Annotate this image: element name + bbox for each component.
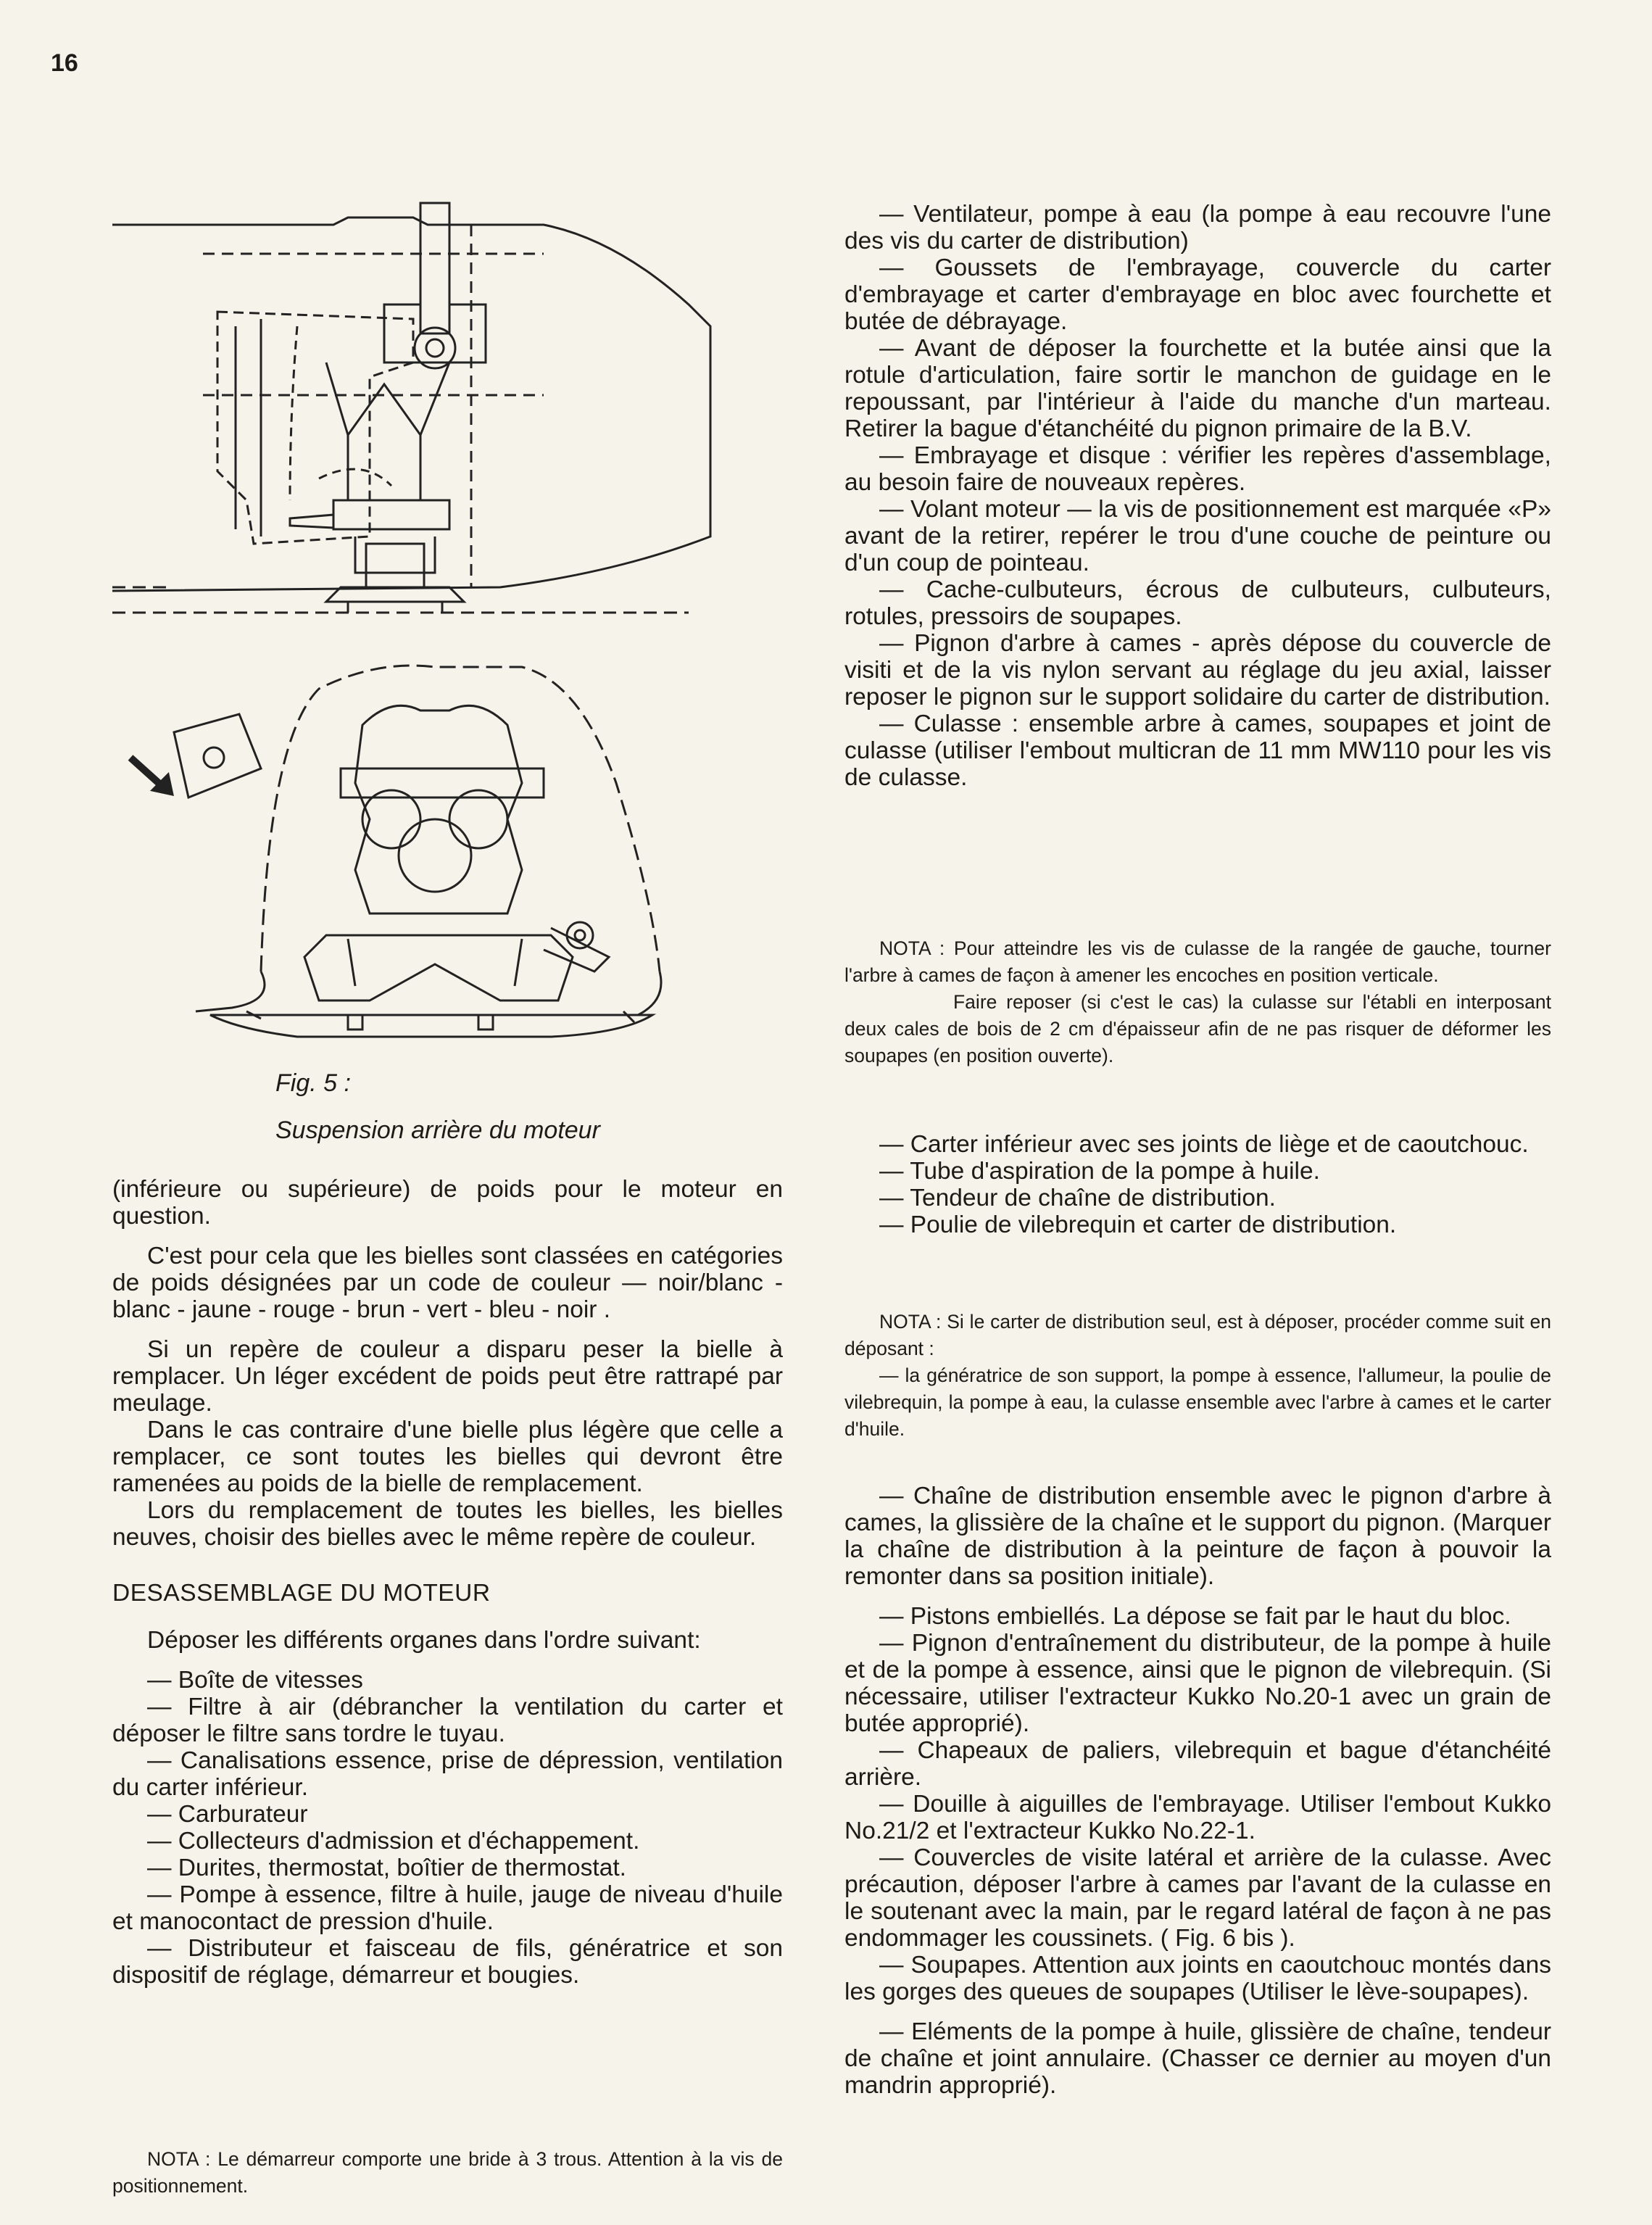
nota-carter-distribution bbox=[844, 1309, 1551, 1443]
list-item: — Douille à aiguilles de l'embrayage. Utiliser l'embout Kukko No.21/2 et l'extracteur Kukko No.22-1. bbox=[844, 1791, 1551, 1844]
paragraph: C'est pour cela que les bielles sont classées en catégories de poids désignées par un code de couleur — noir/blanc - blanc - jaune - rouge - brun - vert - bleu - noir . bbox=[112, 1243, 783, 1323]
left-column-text bbox=[112, 1176, 783, 1989]
list-item: — Couvercles de visite latéral et arrière de la culasse. Avec précaution, déposer l'arbre à cames par l'avant de la culasse en le soutenant avec la main, par le regard latéral de façon à ne pas endommager les coussinets. ( Fig. 6 bis ). bbox=[844, 1844, 1551, 1952]
nota-text: NOTA : Le démarreur comporte une bride à 3 trous. Attention à la vis de positionnement. bbox=[112, 2148, 783, 2197]
figure-caption-number: Fig. 5 : bbox=[275, 1069, 351, 1097]
list-item: — Pignon d'entraînement du distributeur, de la pompe à huile et de la pompe à essence, ainsi que le pignon de vilebrequin. (Si nécessaire, utiliser l'extracteur Kukko No.20-1 avec un grain de butée approprié). bbox=[844, 1630, 1551, 1737]
list-item: — Collecteurs d'admission et d'échappement. bbox=[147, 1828, 640, 1855]
list-item: — Filtre à air (débrancher la ventilation du carter et déposer le filtre sans tordre le tuyau. bbox=[112, 1694, 783, 1747]
paragraph: (inférieure ou supérieure) de poids pour le moteur en question. bbox=[112, 1176, 783, 1230]
list-item: — Avant de déposer la fourchette et la butée ainsi que la rotule d'articulation, faire sortir le manchon de guidage en le repoussant, par l'intérieur à l'aide du manche d'un marteau. Retirer la bague d'étanchéité du pignon primaire de la B.V. bbox=[844, 335, 1551, 442]
list-item: — Tendeur de chaîne de distribution. bbox=[879, 1185, 1276, 1211]
right-column-upper bbox=[844, 201, 1551, 791]
nota-culasse bbox=[844, 935, 1551, 1069]
list-item: — Canalisations essence, prise de dépression, ventilation du carter inférieur. bbox=[112, 1747, 783, 1801]
list-item: — Ventilateur, pompe à eau (la pompe à eau recouvre l'une des vis du carter de distribution) bbox=[844, 201, 1551, 254]
right-column-lower bbox=[844, 1483, 1551, 2099]
right-column-middle bbox=[844, 1131, 1551, 1238]
nota-text: — la génératrice de son support, la pompe à essence, l'allumeur, la poulie de vilebrequin, la pompe à eau, la culasse ensemble avec l'arbre à cames et le carter d'huile. bbox=[844, 1364, 1551, 1440]
list-item: — Tube d'aspiration de la pompe à huile. bbox=[879, 1158, 1320, 1185]
list-item: — Embrayage et disque : vérifier les repères d'assemblage, au besoin faire de nouveaux repères. bbox=[844, 442, 1551, 496]
nota-text: NOTA : Si le carter de distribution seul, est à déposer, procéder comme suit en déposant : bbox=[844, 1311, 1551, 1359]
list-item: — Goussets de l'embrayage, couvercle du carter d'embrayage et carter d'embrayage en bloc avec fourchette et butée de débrayage. bbox=[844, 254, 1551, 335]
nota-demarreur bbox=[112, 2146, 783, 2200]
list-item: — Chaîne de distribution ensemble avec le pignon d'arbre à cames, la glissière de la chaîne et le support du pignon. (Marquer la chaîne de distribution à la peinture de façon à pouvoir la remonter dans sa position initiale). bbox=[844, 1483, 1551, 1590]
list-item: — Pignon d'arbre à cames - après dépose du couvercle de visiti et de la vis nylon servant au réglage du jeu axial, laisser reposer le pignon sur le support solidaire du carter de distribution. bbox=[844, 630, 1551, 710]
paragraph: Si un repère de couleur a disparu peser la bielle à remplacer. Un léger excédent de poids peut être rattrapé par meulage. bbox=[112, 1336, 783, 1417]
nota-text: Faire reposer (si c'est le cas) la culasse sur l'établi en interposant deux cales de bois de 2 cm d'épaisseur afin de ne pas risquer de déformer les soupapes (en position ouverte). bbox=[844, 991, 1551, 1066]
paragraph: Dans le cas contraire d'une bielle plus légère que celle a remplacer, ce sont toutes les bielles qui devront être ramenées au poids de la bielle de remplacement. bbox=[112, 1417, 783, 1497]
list-item: — Chapeaux de paliers, vilebrequin et bague d'étanchéité arrière. bbox=[844, 1737, 1551, 1791]
page-number: 16 bbox=[51, 49, 78, 77]
list-item: — Distributeur et faisceau de fils, génératrice et son dispositif de réglage, démarreur et bougies. bbox=[112, 1935, 783, 1989]
list-item: — Cache-culbuteurs, écrous de culbuteurs, culbuteurs, rotules, pressoirs de soupapes. bbox=[844, 576, 1551, 630]
engine-rear-view-drawing bbox=[116, 652, 710, 1044]
figure-caption-text: Suspension arrière du moteur bbox=[275, 1116, 600, 1144]
list-item: — Durites, thermostat, boîtier de thermostat. bbox=[147, 1855, 626, 1881]
section-heading: DESASSEMBLAGE DU MOTEUR bbox=[112, 1580, 491, 1607]
list-item: — Pistons embiellés. La dépose se fait par le haut du bloc. bbox=[879, 1603, 1511, 1630]
nota-text: NOTA : Pour atteindre les vis de culasse de la rangée de gauche, tourner l'arbre à cames de façon à amener les encoches en position verticale. bbox=[844, 937, 1551, 986]
paragraph: Lors du remplacement de toutes les bielles, les bielles neuves, choisir des bielles avec le même repère de couleur. bbox=[112, 1497, 783, 1551]
list-item: — Carburateur bbox=[147, 1801, 308, 1828]
list-item: — Eléments de la pompe à huile, glissière de chaîne, tendeur de chaîne et joint annulaire. (Chasser ce dernier au moyen d'un mandrin approprié). bbox=[844, 2018, 1551, 2099]
list-item: — Culasse : ensemble arbre à cames, soupapes et joint de culasse (utiliser l'embout multicran de 11 mm MW110 pour les vis de culasse. bbox=[844, 710, 1551, 791]
list-item: — Pompe à essence, filtre à huile, jauge de niveau d'huile et manocontact de pression d'huile. bbox=[112, 1881, 783, 1935]
list-item: — Soupapes. Attention aux joints en caoutchouc montés dans les gorges des queues de soupapes (Utiliser le lève-soupapes). bbox=[844, 1952, 1551, 2005]
list-item: — Boîte de vitesses bbox=[147, 1667, 363, 1694]
paragraph: Déposer les différents organes dans l'ordre suivant: bbox=[147, 1627, 701, 1654]
list-item: — Volant moteur — la vis de positionnement est marquée «P» avant de la retirer, repérer le trou d'une couche de peinture ou d'un coup de pointeau. bbox=[844, 496, 1551, 576]
engine-side-view-drawing bbox=[109, 196, 747, 616]
list-item: — Poulie de vilebrequin et carter de distribution. bbox=[879, 1211, 1397, 1238]
list-item: — Carter inférieur avec ses joints de liège et de caoutchouc. bbox=[879, 1131, 1529, 1158]
